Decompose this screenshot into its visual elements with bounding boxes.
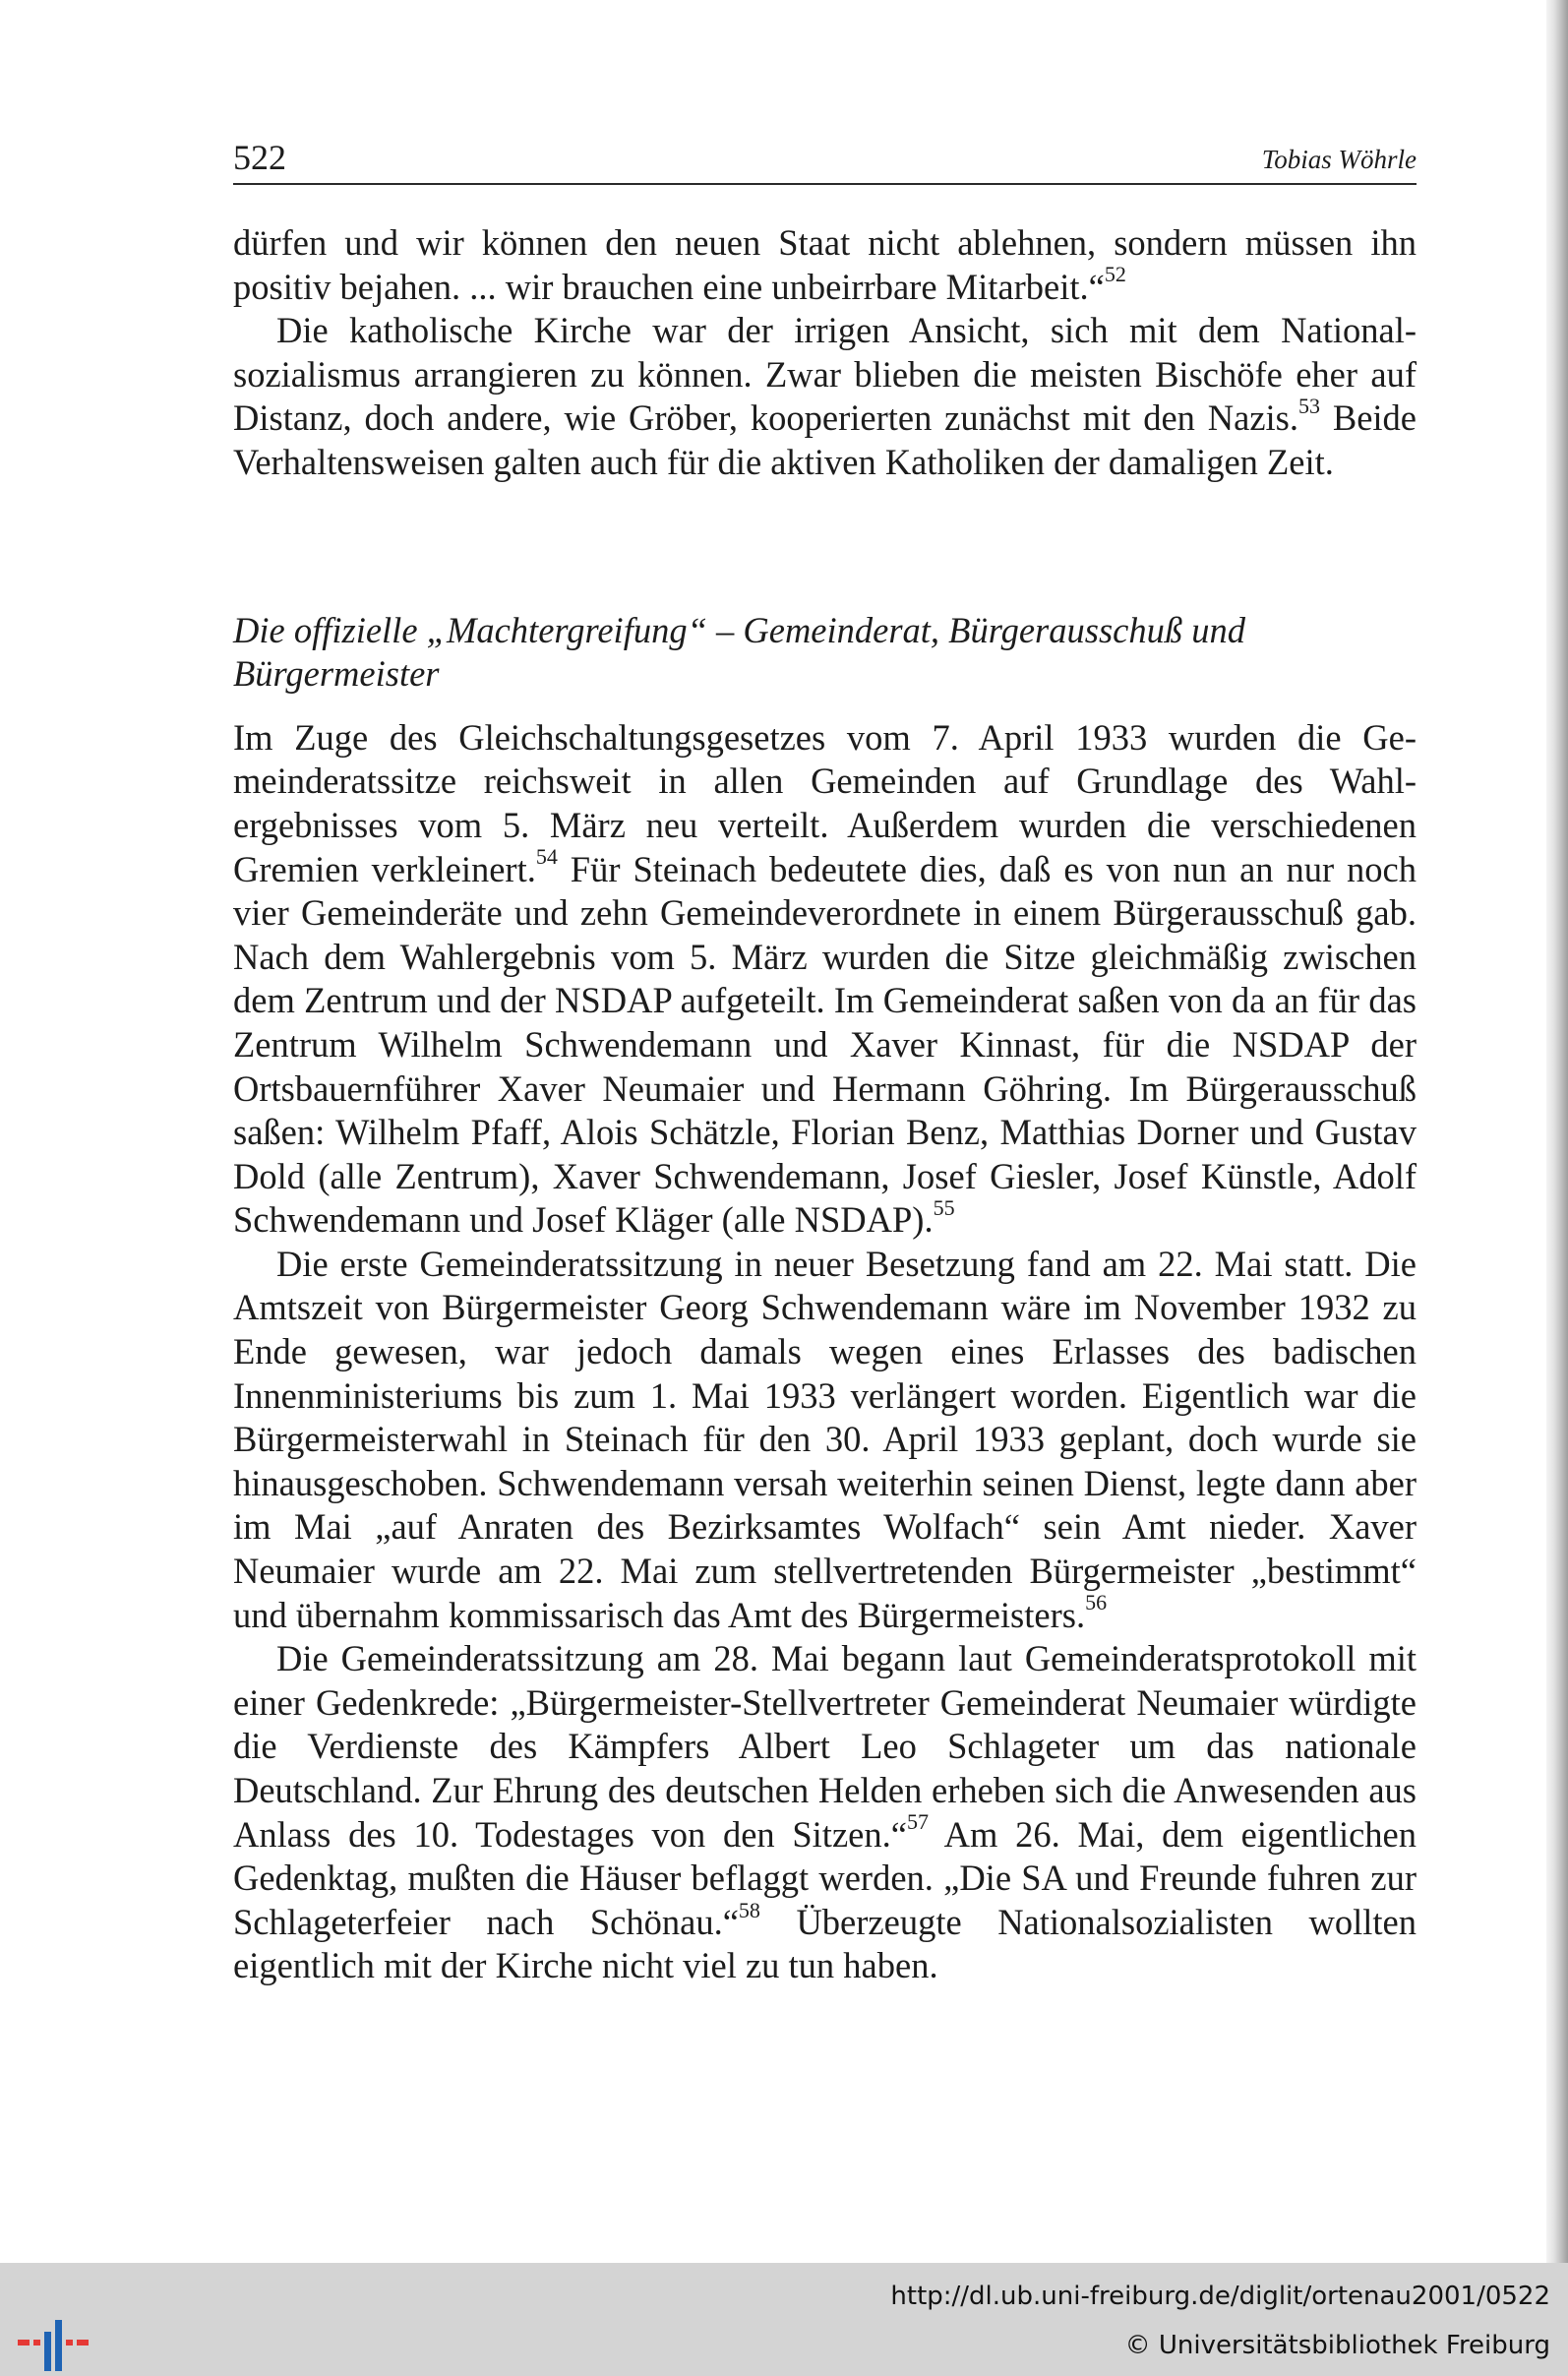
footnote-ref[interactable]: 56 xyxy=(1085,1590,1108,1615)
footnote-ref[interactable]: 58 xyxy=(738,1897,760,1922)
body-text xyxy=(233,221,1417,1988)
footnote-ref[interactable]: 52 xyxy=(1104,262,1126,287)
footnote-ref[interactable]: 55 xyxy=(933,1195,955,1221)
paragraph: Im Zuge des Gleichschaltungsgesetzes vom 7. April 1933 wurden die Gemeinderatssitze reichsweit in allen Gemeinden auf Grundlage des Wahlergebnisses vom 5. März neu verteilt. Außerdem wurden die verschiedenen Gremien verkleinert.$^{54}$ Für Steinach bedeutete dies, daß es von nun an nur noch vier Gemeinderäte und zehn Gemeindeverordnete in einem Bürgerausschuß gab. Nach dem Wahlergebnis vom 5. März wurden die Sitze gleichmäßig zwischen dem Zentrum und der NSDAP aufgeteilt. Im Gemeinderat saßen von da an für das Zentrum Wilhelm Schwendemann und Xaver Kinnast, für die NSDAP der Ortsbauernführer Xaver Neumaier und Hermann Göhring. Im Bürgerausschuß saßen: Wilhelm Pfaff, Alois Schätzle, Florian Benz, Matthias Dorner und Gustav Dold (alle Zentrum), Xaver Schwendemann, Josef Giesler, Josef Künstle, Adolf Schwendemann und Josef Kläger (alle NSDAP).$^{55}$ xyxy=(233,716,1417,1241)
running-head-author: Tobias Wöhrle xyxy=(1261,145,1417,174)
footnote-ref[interactable]: 53 xyxy=(1298,394,1321,419)
page-edge-shadow xyxy=(1546,0,1568,2263)
footnote-ref[interactable]: 57 xyxy=(906,1809,929,1835)
paragraph: Die erste Gemeinderatssitzung in neuer Besetzung fand am 22. Mai statt. Die Amtszeit von Bürgermeister Georg Schwendemann wäre im November 1932 zu Ende gewesen, war jedoch damals wegen eines Erlasses des badischen Innenministeriums bis zum 1. Mai 1933 verlängert worden. Eigentlich war die Bürgermeisterwahl in Steinach für den 30. April 1933 geplant, doch wurde sie hinausgeschoben. Schwendemann versah weiterhin seinen Dienst, legte dann aber im Mai „auf Anraten des Bezirksamtes Wolfach“ sein Amt nieder. Xaver Neumaier wurde am 22. Mai zum stellvertretenden Bürgermeister „bestimmt“ und übernahm kommissarisch das Amt des Bürgermeisters.$^{56}$ xyxy=(233,1243,1417,1635)
footer-bar xyxy=(0,2263,1568,2376)
footnote-ref[interactable]: 54 xyxy=(535,844,558,870)
page-number: 522 xyxy=(233,138,286,177)
copyright-notice: © Universitätsbibliothek Freiburg xyxy=(1124,2331,1550,2360)
page-header xyxy=(233,136,1417,185)
ub-freiburg-logo-icon xyxy=(18,2320,96,2371)
source-url-link[interactable]: http://dl.ub.uni-freiburg.de/diglit/ortenau2001/0522 xyxy=(890,2282,1550,2311)
paragraph: Die Gemeinderatssitzung am 28. Mai begann laut Gemeinderatsprotokoll mit einer Gedenkrede: „Bürgermeister-Stellvertreter Gemeinderat Neumaier würdigte die Verdienste des Kämpfers Albert Leo Schlageter um das nationale Deutschland. Zur Ehrung des deutschen Helden erheben sich die Anwesenden aus Anlass des 10. Todestages von den Sitzen.“$^{57}$ Am 26. Mai, dem eigentlichen Gedenktag, mußten die Häuser beflaggt werden. „Die SA und Freunde fuhren zur Schlageterfeier nach Schönau.“$^{58}$ Überzeugte Nationalsozialisten wollten eigentlich mit der Kirche nicht viel zu tun haben. xyxy=(233,1638,1417,1986)
section-heading: Die offizielle „Machtergreifung“ – Gemeinderat, Bürgerausschuß und Bürgermeister xyxy=(233,609,1245,695)
paragraph-continued: dürfen und wir können den neuen Staat nicht ablehnen, sondern müssen ihn positiv bejahen. ... wir brauchen eine unbeirrbare Mitarbeit.“$^{52}$ xyxy=(233,222,1417,307)
paragraph: Die katholische Kirche war der irrigen Ansicht, sich mit dem Nationalsozialismus arrangieren zu können. Zwar blieben die meisten Bischöfe eher auf Distanz, doch andere, wie Gröber, kooperierten zunächst mit den Nazis.$^{53}$ Beide Verhaltensweisen galten auch für die aktiven Katholiken der damaligen Zeit. xyxy=(233,310,1417,482)
